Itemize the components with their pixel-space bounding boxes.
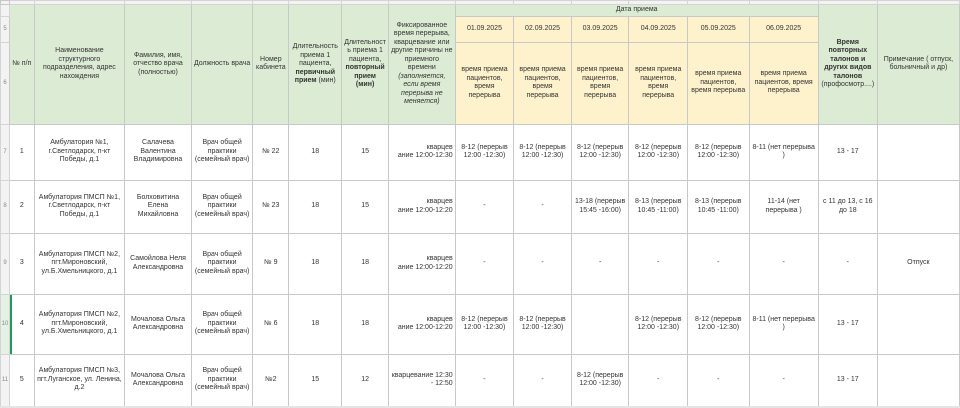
header-date-4[interactable]: 04.09.2025 xyxy=(629,16,688,42)
cell-num[interactable]: 1 xyxy=(9,124,34,180)
row-number[interactable]: 11 xyxy=(1,354,10,406)
cell-tickets[interactable]: 13 - 17 xyxy=(818,124,877,180)
table-row xyxy=(1,233,960,294)
row-number[interactable]: 8 xyxy=(1,180,10,233)
cell-unit[interactable]: Амбулатория ПМСП №2, пгт.Мироновский, ул.Б.Хмельницкого, д.1 xyxy=(34,294,124,354)
cell-day-2[interactable]: - xyxy=(514,180,572,233)
header-repeat-tickets-text: Время повторных талонов и других видов талонов xyxy=(824,38,872,80)
cell-day-5[interactable]: - xyxy=(688,233,750,294)
header-duration-first-unit: (мин) xyxy=(318,77,336,84)
cell-day-1[interactable]: 8-12 (перерыв 12:00 -12:30) xyxy=(455,124,514,180)
header-date-sub-1[interactable]: время приема пациентов, время перерыва xyxy=(455,42,514,124)
cell-break-b: ание 12:00-12:20 xyxy=(397,263,453,271)
cell-break[interactable] xyxy=(388,124,455,180)
cell-tickets[interactable]: - xyxy=(818,233,877,294)
cell-break-a: кварцев xyxy=(426,198,453,205)
cell-break-a: кварцевание 12:30 xyxy=(391,371,453,379)
header-duration-repeat[interactable] xyxy=(342,5,389,125)
header-date-sub-2[interactable]: время приема пациентов, время перерыва xyxy=(514,42,572,124)
cell-break-b: ание 12:00-12:20 xyxy=(397,324,453,331)
header-break[interactable] xyxy=(388,5,455,125)
cell-day-2[interactable]: 8-12 (перерыв 12:00 -12:30) xyxy=(514,124,572,180)
cell-day-4[interactable]: - xyxy=(629,354,688,406)
header-date-sub-3[interactable]: время приема пациентов, время перерыва xyxy=(571,42,629,124)
row-number[interactable]: 10 xyxy=(1,294,10,354)
header-room[interactable]: Номер кабинета xyxy=(253,5,289,125)
row-number[interactable]: 7 xyxy=(1,124,10,180)
table-row xyxy=(1,354,960,406)
cell-room[interactable]: № 9 xyxy=(253,233,289,294)
row-number[interactable]: 6 xyxy=(1,42,10,124)
cell-first-duration[interactable]: 18 xyxy=(289,180,342,233)
header-date-2[interactable]: 02.09.2025 xyxy=(514,16,572,42)
cell-repeat-duration[interactable]: 15 xyxy=(342,124,389,180)
cell-note[interactable]: Отпуск xyxy=(877,233,959,294)
cell-day-5[interactable]: - xyxy=(688,354,750,406)
cell-tickets[interactable]: с 11 до 13, с 16 до 18 xyxy=(818,180,877,233)
cell-tickets[interactable]: 13 - 17 xyxy=(818,354,877,406)
cell-unit[interactable]: Амбулатория ПМСП №1, г.Светлодарск, п-кт Победы, д.1 xyxy=(34,180,124,233)
header-note[interactable]: Примечание ( отпуск, больничный и др) xyxy=(877,5,959,125)
header-date-group[interactable]: Дата приема xyxy=(455,5,818,17)
header-date-sub-4[interactable]: время приема пациентов, время перерыва xyxy=(629,42,688,124)
cell-day-3[interactable] xyxy=(571,294,629,354)
cell-day-2[interactable]: - xyxy=(514,233,572,294)
cell-day-6[interactable]: 11-14 (нет перерыва ) xyxy=(749,180,818,233)
cell-doctor[interactable]: Болховитина Елена Михайловна xyxy=(125,180,192,233)
cell-room[interactable]: № 23 xyxy=(253,180,289,233)
cell-room[interactable]: № 22 xyxy=(253,124,289,180)
cell-repeat-duration[interactable]: 18 xyxy=(342,233,389,294)
header-repeat-tickets[interactable] xyxy=(818,5,877,125)
cell-day-4[interactable]: 8-13 (перерыв 10:45 -11:00) xyxy=(629,180,688,233)
cell-day-5[interactable]: 8-12 (перерыв 12:00 -12:30) xyxy=(688,294,750,354)
cell-first-duration[interactable]: 18 xyxy=(289,294,342,354)
cell-day-3[interactable]: 13-18 (перерыв 15:45 -16:00) xyxy=(571,180,629,233)
cell-day-6[interactable]: - xyxy=(749,354,818,406)
cell-num[interactable]: 4 xyxy=(9,294,34,354)
cell-day-1[interactable]: - xyxy=(455,233,514,294)
header-date-sub-6[interactable]: время приема пациентов, время перерыва xyxy=(749,42,818,124)
cell-break-a: кварцев xyxy=(426,255,453,262)
cell-unit[interactable]: Амбулатория №1, г.Светлодарск, п-кт Победы, д.1 xyxy=(34,124,124,180)
cell-repeat-duration[interactable]: 12 xyxy=(342,354,389,406)
cell-repeat-duration[interactable]: 18 xyxy=(342,294,389,354)
cell-first-duration[interactable]: 15 xyxy=(289,354,342,406)
table-row xyxy=(1,124,960,180)
header-duration-repeat-bold: повторный xyxy=(345,64,385,72)
cell-break-a: кварцев xyxy=(426,143,453,151)
cell-num[interactable]: 2 xyxy=(9,180,34,233)
cell-num[interactable]: 3 xyxy=(9,233,34,294)
cell-note[interactable] xyxy=(877,180,959,233)
cell-day-4[interactable]: 8-12 (перерыв 12:00 -12:30) xyxy=(629,294,688,354)
cell-position[interactable]: Врач общей практики (семейный врач) xyxy=(191,180,252,233)
cell-day-4[interactable]: - xyxy=(629,233,688,294)
header-doctor-name[interactable]: Фамилия, имя, отчество врача (полностью) xyxy=(125,5,192,125)
header-duration-repeat-unit: прием (мин) xyxy=(354,72,376,89)
header-duration-repeat-text: Длительност ь приема 1 пациента, xyxy=(344,38,386,63)
cell-doctor[interactable]: Салачева Валентина Владимировна xyxy=(125,124,192,180)
cell-room[interactable]: №2 xyxy=(253,354,289,406)
cell-break-a: кварцев xyxy=(426,315,453,323)
cell-day-3[interactable]: - xyxy=(571,233,629,294)
cell-room[interactable]: № 6 xyxy=(253,294,289,354)
cell-break[interactable] xyxy=(388,180,455,233)
header-break-text: Фиксированное время перерыва, кварцевание или другие причины не приемного времени xyxy=(391,21,453,72)
cell-position[interactable]: Врач общей практики (семейный врач) xyxy=(191,294,252,354)
cell-first-duration[interactable]: 18 xyxy=(289,233,342,294)
cell-note[interactable] xyxy=(877,124,959,180)
row-number[interactable] xyxy=(1,5,10,17)
header-position[interactable]: Должность врача xyxy=(191,5,252,125)
header-date-5[interactable]: 05.09.2025 xyxy=(688,16,750,42)
cell-note[interactable] xyxy=(877,354,959,406)
cell-day-3[interactable]: 8-12 (перерыв 12:00 -12:30) xyxy=(571,124,629,180)
header-break-note: (заполняется, если время перерыва не меняется) xyxy=(398,72,446,106)
cell-day-4[interactable]: 8-12 (перерыв 12:00 -12:30) xyxy=(629,124,688,180)
cell-day-5[interactable]: 8-13 (перерыв 10:45 -11:00) xyxy=(688,180,750,233)
cell-break-b: - 12:50 xyxy=(430,380,453,387)
cell-day-1[interactable]: - xyxy=(455,180,514,233)
cell-day-3[interactable]: 8-12 (перерыв 12:00 -12:30) xyxy=(571,354,629,406)
header-duration-first-text: Длительность приема 1 пациента, xyxy=(292,43,338,67)
cell-break-b: ание 12:00-12:30 xyxy=(397,152,453,159)
cell-day-2[interactable]: 8-12 (перерыв 12:00 -12:30) xyxy=(514,294,572,354)
cell-unit[interactable]: Амбулатория ПМСП №3, пгт.Луганское, ул. Ленина, д.2 xyxy=(34,354,124,406)
cell-day-1[interactable]: - xyxy=(455,354,514,406)
cell-day-6[interactable]: 8-11 (нет перерыва ) xyxy=(749,294,818,354)
cell-position[interactable]: Врач общей практики (семейный врач) xyxy=(191,233,252,294)
header-date-3[interactable]: 03.09.2025 xyxy=(571,16,629,42)
table-row xyxy=(1,180,960,233)
row-number[interactable]: 5 xyxy=(1,16,10,42)
cell-position[interactable]: Врач общей практики (семейный врач) xyxy=(191,354,252,406)
row-number[interactable]: 9 xyxy=(1,233,10,294)
cell-num[interactable]: 5 xyxy=(9,354,34,406)
cell-day-6[interactable]: 8-11 (нет перерыва ) xyxy=(749,124,818,180)
cell-day-5[interactable]: 8-12 (перерыв 12:00 -12:30) xyxy=(688,124,750,180)
cell-repeat-duration[interactable]: 15 xyxy=(342,180,389,233)
cell-break[interactable] xyxy=(388,294,455,354)
cell-day-2[interactable]: - xyxy=(514,354,572,406)
cell-break[interactable] xyxy=(388,354,455,406)
header-date-1[interactable]: 01.09.2025 xyxy=(455,16,514,42)
cell-doctor[interactable]: Самойлова Неля Александровна xyxy=(125,233,192,294)
cell-doctor[interactable]: Мочалова Ольга Александровна xyxy=(125,294,192,354)
cell-doctor[interactable]: Мочалова Ольга Александровна xyxy=(125,354,192,406)
header-num[interactable]: № п/п xyxy=(9,5,34,125)
table-row xyxy=(1,294,960,354)
cell-break[interactable] xyxy=(388,233,455,294)
cell-position[interactable]: Врач общей практики (семейный врач) xyxy=(191,124,252,180)
header-duration-first-bold: первичный прием xyxy=(294,68,336,84)
cell-break-b: ание 12:00-12:20 xyxy=(397,206,453,214)
header-date-6[interactable]: 06.09.2025 xyxy=(749,16,818,42)
cell-day-1[interactable]: 8-12 (перерыв 12:00 -12:30) xyxy=(455,294,514,354)
cell-first-duration[interactable]: 18 xyxy=(289,124,342,180)
header-date-sub-5[interactable]: время приема пациентов, время перерыва xyxy=(688,42,750,124)
header-unit[interactable]: Наименование структурного подразделения, адрес нахождения xyxy=(34,5,124,125)
cell-day-6[interactable]: - xyxy=(749,233,818,294)
header-repeat-tickets-note: (профосмотр....) xyxy=(821,81,875,89)
cell-tickets[interactable]: 13 - 17 xyxy=(818,294,877,354)
cell-unit[interactable]: Амбулатория ПМСП №2, пгт.Мироновский, ул.Б.Хмельницкого, д.1 xyxy=(34,233,124,294)
cell-note[interactable] xyxy=(877,294,959,354)
header-duration-first[interactable] xyxy=(289,5,342,125)
